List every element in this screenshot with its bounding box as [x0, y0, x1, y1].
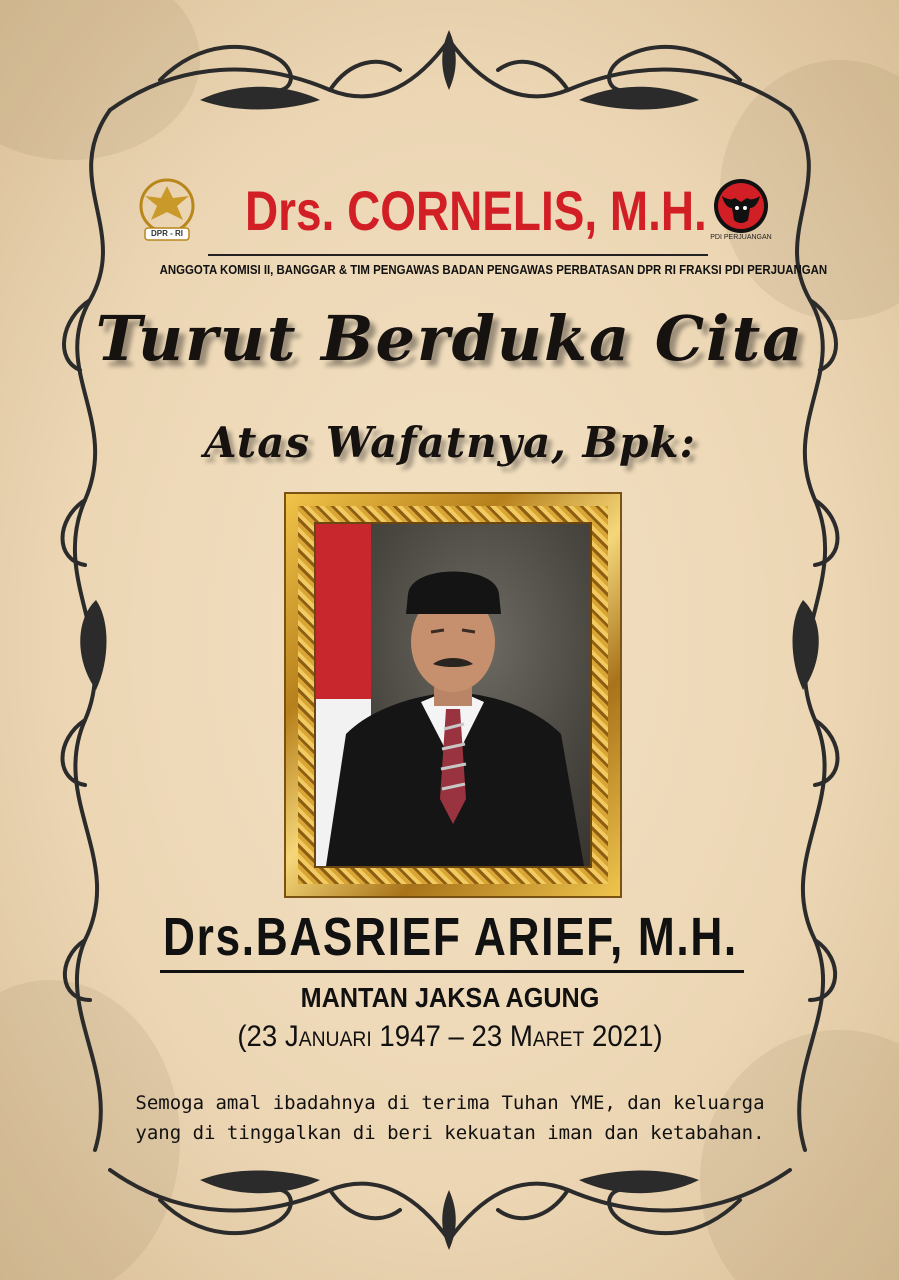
subheadline: Atas Wafatnya, Bpk:: [203, 418, 696, 467]
header-name: Drs. CORNELIS, M.H.: [245, 179, 707, 242]
party-logo-label: PDI PERJUANGAN: [710, 234, 772, 241]
prayer-line-2: yang di tinggalkan di beri kekuatan iman dan ketabahan.: [135, 1122, 765, 1144]
emblem-label: DPR - RI: [151, 229, 183, 238]
header-subtitle: ANGGOTA KOMISI II, BANGGAR & TIM PENGAWAS BADAN PENGAWAS PERBATASAN DPR RI FRAKSI PDI PERJUANGAN: [159, 262, 828, 277]
header-divider: [208, 254, 708, 256]
gold-photo-frame: [284, 492, 622, 898]
bull-logo-icon: [708, 178, 774, 238]
deceased-title: MANTAN JAKSA AGUNG: [300, 982, 600, 1013]
party-logo: [708, 178, 774, 246]
portrait-photo: [316, 524, 590, 866]
prayer-line-1: Semoga amal ibadahnya di terima Tuhan YME, dan keluarga: [135, 1092, 765, 1114]
name-divider: [160, 970, 744, 973]
portrait-illustration: [316, 524, 590, 866]
deceased-name: Drs.BASRIEF ARIEF, M.H.: [163, 907, 738, 967]
dpr-emblem: [133, 176, 201, 244]
headline: Turut Berduka Cita: [95, 302, 805, 375]
lifespan-dates: (23 Januari 1947 – 23 Maret 2021): [237, 1020, 663, 1053]
